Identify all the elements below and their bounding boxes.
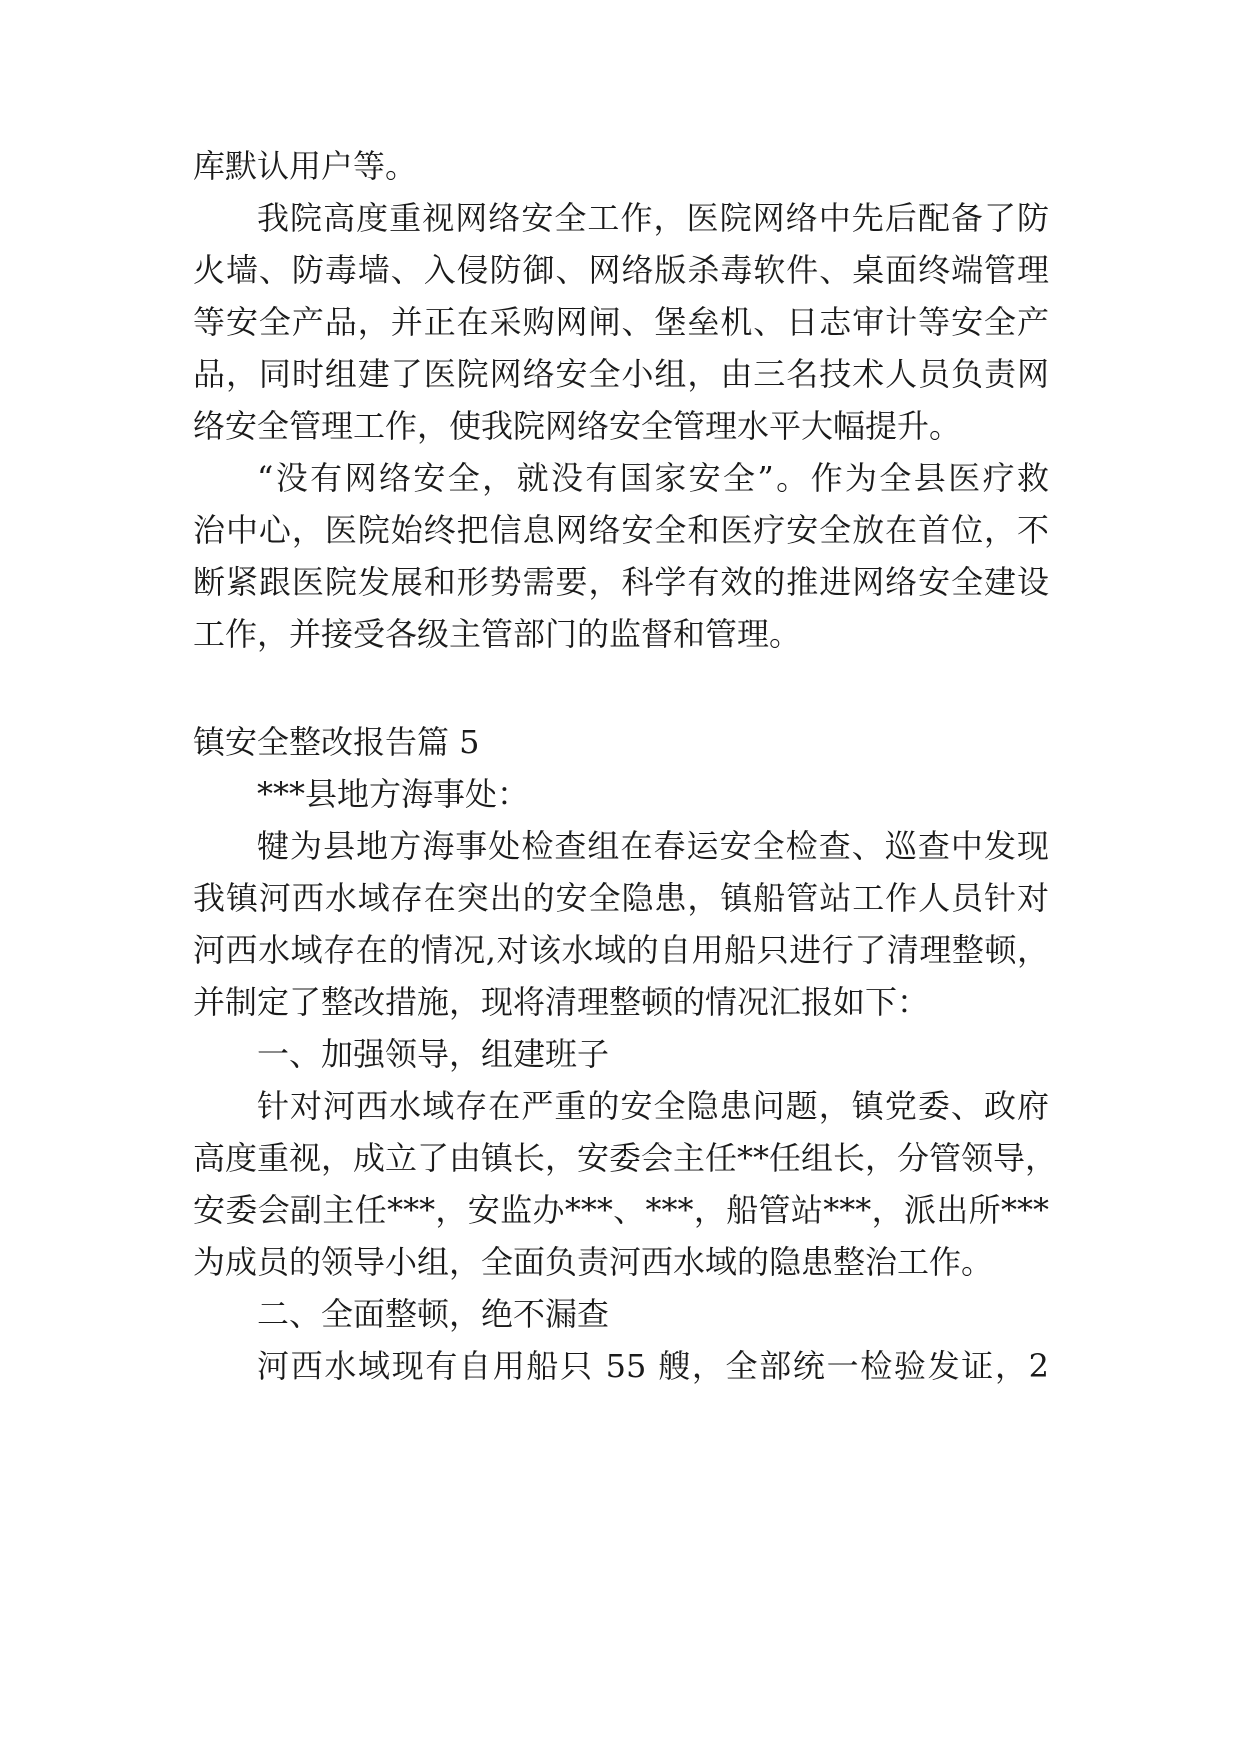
paragraph-line: 并制定了整改措施，现将清理整顿的情况汇报如下：	[193, 983, 930, 1021]
paragraph-line: 等安全产品，并正在采购网闸、堡垒机、日志审计等安全产	[193, 303, 1049, 341]
paragraph-line: 犍为县地方海事处检查组在春运安全检查、巡查中发现	[257, 827, 1049, 865]
paragraph-line: 工作，并接受各级主管部门的监督和管理。	[193, 615, 802, 653]
paragraph-line: 断紧跟医院发展和形势需要，科学有效的推进网络安全建设	[193, 563, 1049, 601]
paragraph-line: “没有网络安全，就没有国家安全”。作为全县医疗救	[257, 459, 1049, 497]
subsection-heading: 一、加强领导，组建班子	[257, 1035, 610, 1073]
paragraph-line: 治中心，医院始终把信息网络安全和医疗安全放在首位，不	[193, 511, 1049, 549]
subsection-heading: 二、全面整顿，绝不漏查	[257, 1295, 610, 1333]
paragraph-line: 河西水域存在的情况,对该水域的自用船只进行了清理整顿，	[193, 931, 1049, 969]
salutation: ***县地方海事处：	[257, 775, 530, 813]
paragraph-line: 络安全管理工作，使我院网络安全管理水平大幅提升。	[193, 407, 962, 445]
section-heading: 镇安全整改报告篇 5	[193, 723, 480, 761]
paragraph-line: 火墙、防毒墙、入侵防御、网络版杀毒软件、桌面终端管理	[193, 251, 1049, 289]
paragraph-line: 品，同时组建了医院网络安全小组，由三名技术人员负责网	[193, 355, 1049, 393]
paragraph-line: 针对河西水域存在严重的安全隐患问题，镇党委、政府	[257, 1087, 1049, 1125]
paragraph-line: 河西水域现有自用船只 55 艘，全部统一检验发证，2	[257, 1347, 1049, 1385]
paragraph-line: 我院高度重视网络安全工作，医院网络中先后配备了防	[257, 199, 1049, 237]
paragraph-line: 为成员的领导小组，全面负责河西水域的隐患整治工作。	[193, 1243, 994, 1281]
paragraph-line: 安委会副主任***，安监办***、***，船管站***，派出所***	[193, 1191, 1049, 1229]
paragraph-line: 我镇河西水域存在突出的安全隐患，镇船管站工作人员针对	[193, 879, 1049, 917]
paragraph-line: 库默认用户等。	[193, 147, 418, 185]
paragraph-line: 高度重视，成立了由镇长，安委会主任**任组长，分管领导，	[193, 1139, 1058, 1177]
